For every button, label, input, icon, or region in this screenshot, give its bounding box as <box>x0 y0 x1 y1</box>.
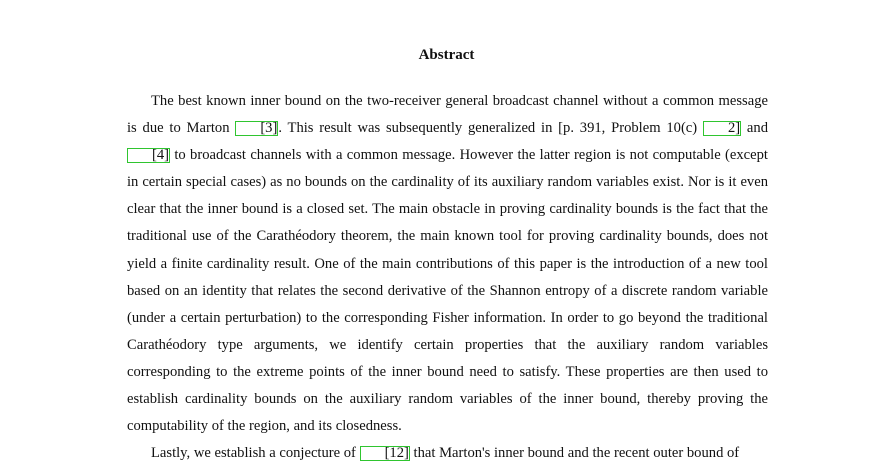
abstract-body <box>127 88 768 467</box>
arxiv-identifier-stamp <box>0 0 44 450</box>
paragraph-text: Lastly, we establish a conjecture of <box>151 445 360 462</box>
citation-link-12[interactable]: [12] <box>360 446 410 461</box>
paragraph-text: The best known inner bound on the two-receiver general broadcast channel without a common message is due to Marton <box>127 93 768 137</box>
paragraph-text: . This result was subsequently generalized in [p. 391, Problem 10(c) <box>278 120 703 137</box>
paragraph-text: that Marton's inner bound and the recent outer bound of <box>409 445 740 462</box>
abstract-heading: Abstract <box>418 47 475 63</box>
citation-link-2[interactable]: 2] <box>703 121 741 136</box>
paragraph-text: and <box>741 120 768 137</box>
abstract-paragraph-1 <box>127 88 768 440</box>
abstract-paragraph-2 <box>127 440 768 467</box>
paragraph-text: to broadcast channels with a common message. However the latter region is not computable (except in certain special cases) as no bounds on the cardinality of its auxiliary random variables exist. Nor is it even clear that the inner bound is a closed set. The main obstacle in proving cardinality bounds is the fact that the traditional use of the Carathéodory theorem, the main known tool for proving cardinality bounds, does not yield a finite cardinality result. One of the main contributions of this paper is the introduction of a new tool based on an identity that relates the second derivative of the Shannon entropy of a discrete random variable (under a certain perturbation) to the corresponding Fisher information. In order to go beyond the traditional Carathéodory type arguments, we identify certain properties that the auxiliary random variables corresponding to the extreme points of the inner bound need to satisfy. These properties are then used to establish cardinality bounds on the auxiliary random variables of the inner bound, thereby proving the computability of the region, and its closedness. <box>127 147 768 435</box>
citation-link-marton[interactable]: [3] <box>235 121 278 136</box>
citation-link-4[interactable]: [4] <box>127 148 170 163</box>
